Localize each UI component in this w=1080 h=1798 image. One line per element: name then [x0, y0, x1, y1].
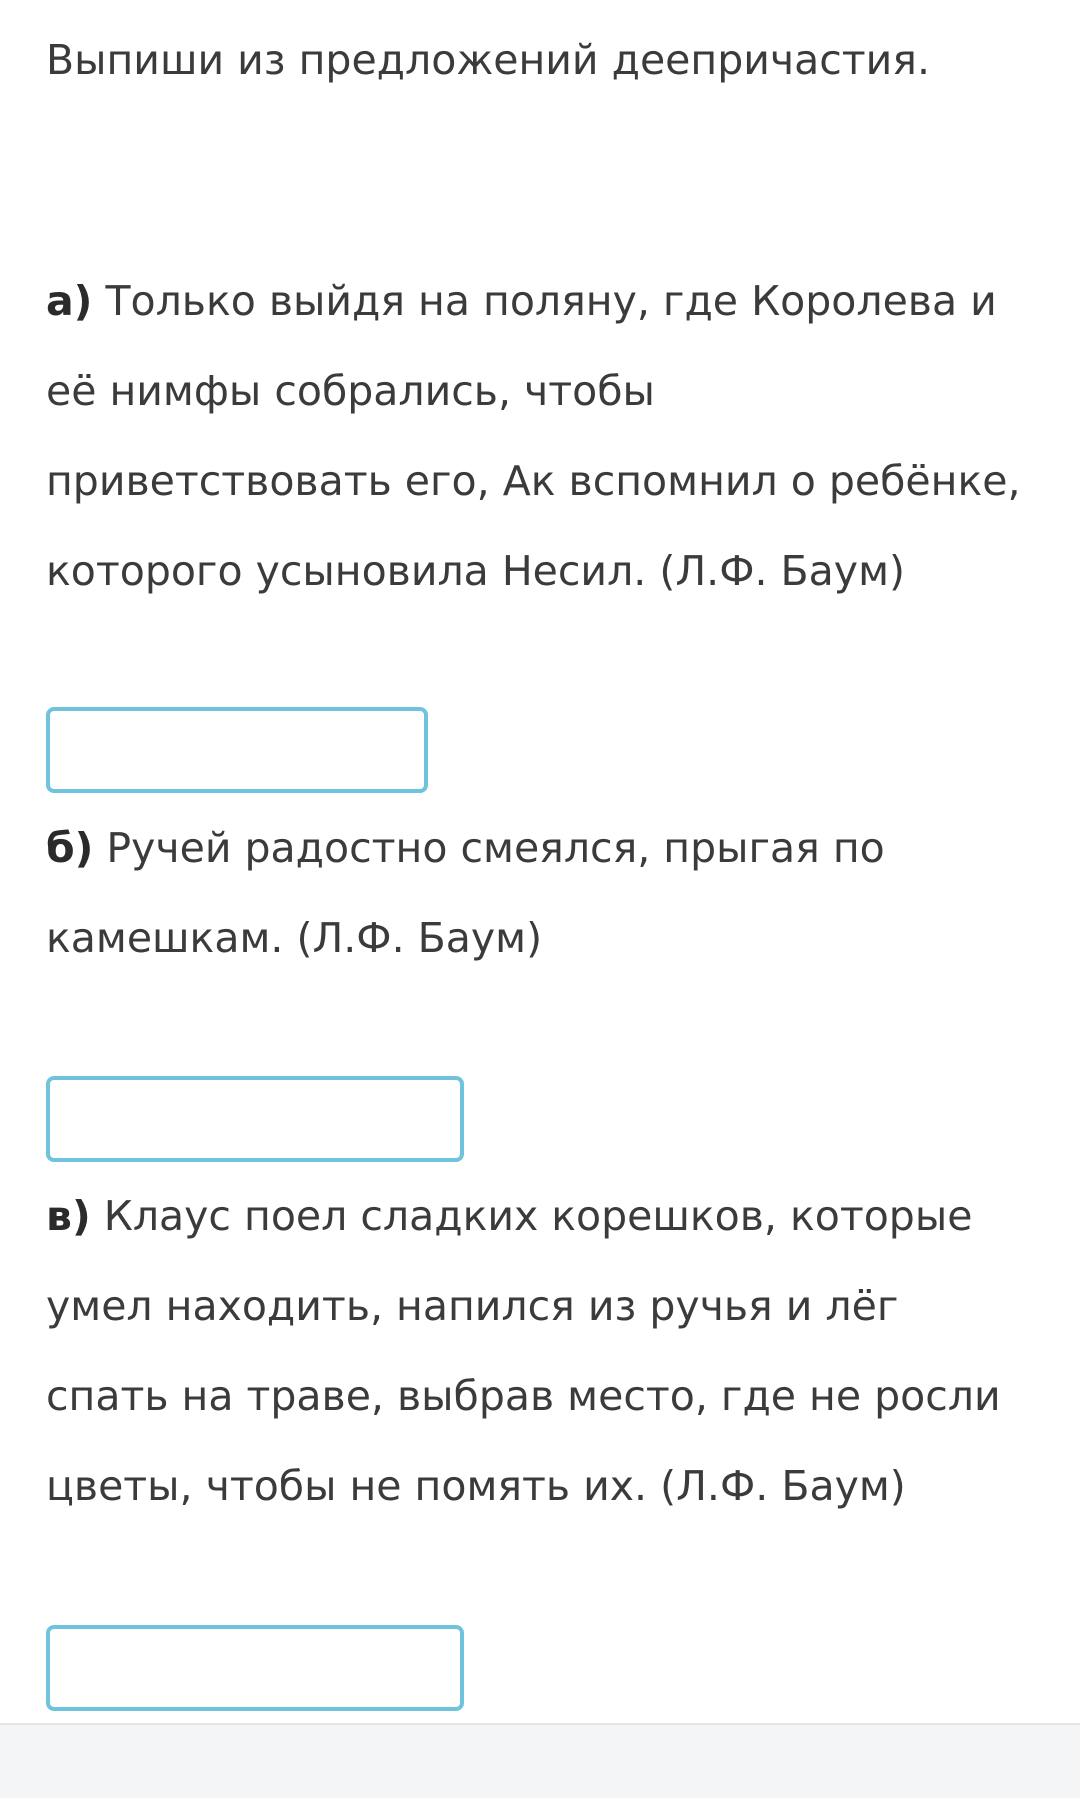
question-c-line-3: спать на траве, выбрав место, где не росли: [46, 1372, 1001, 1420]
bottom-bar: [0, 1723, 1080, 1798]
question-b-text-1: Ручей радостно смеялся, прыгая по: [106, 824, 885, 872]
task-instruction: Выпиши из предложений деепричастия.: [46, 36, 931, 84]
question-a-line-2: её нимфы собрались, чтобы: [46, 367, 655, 415]
answer-input-c[interactable]: [46, 1625, 464, 1711]
question-c: [46, 1171, 1001, 1531]
question-a-marker: а): [46, 277, 93, 325]
question-c-line-1: [46, 1171, 1001, 1261]
question-c-line-2: умел находить, напился из ручья и лёг: [46, 1282, 899, 1330]
question-a-line-3: приветствовать его, Ак вспомнил о ребёнке,: [46, 457, 1021, 505]
question-a-line-1: [46, 256, 1020, 346]
question-c-marker: в): [46, 1192, 91, 1240]
question-a: [46, 256, 1020, 616]
question-b-line-1: [46, 803, 885, 893]
question-c-line-4: цветы, чтобы не помять их. (Л.Ф. Баум): [46, 1462, 906, 1510]
answer-input-b[interactable]: [46, 1076, 464, 1162]
question-b-marker: б): [46, 824, 94, 872]
question-c-text-1: Клаус поел сладких корешков, которые: [103, 1192, 973, 1240]
question-a-text-1: Только выйдя на поляну, где Королева и: [105, 277, 997, 325]
question-b: [46, 803, 885, 983]
question-a-line-4: которого усыновила Несил. (Л.Ф. Баум): [46, 547, 905, 595]
answer-input-a[interactable]: [46, 707, 428, 793]
question-b-line-2: камешкам. (Л.Ф. Баум): [46, 914, 543, 962]
